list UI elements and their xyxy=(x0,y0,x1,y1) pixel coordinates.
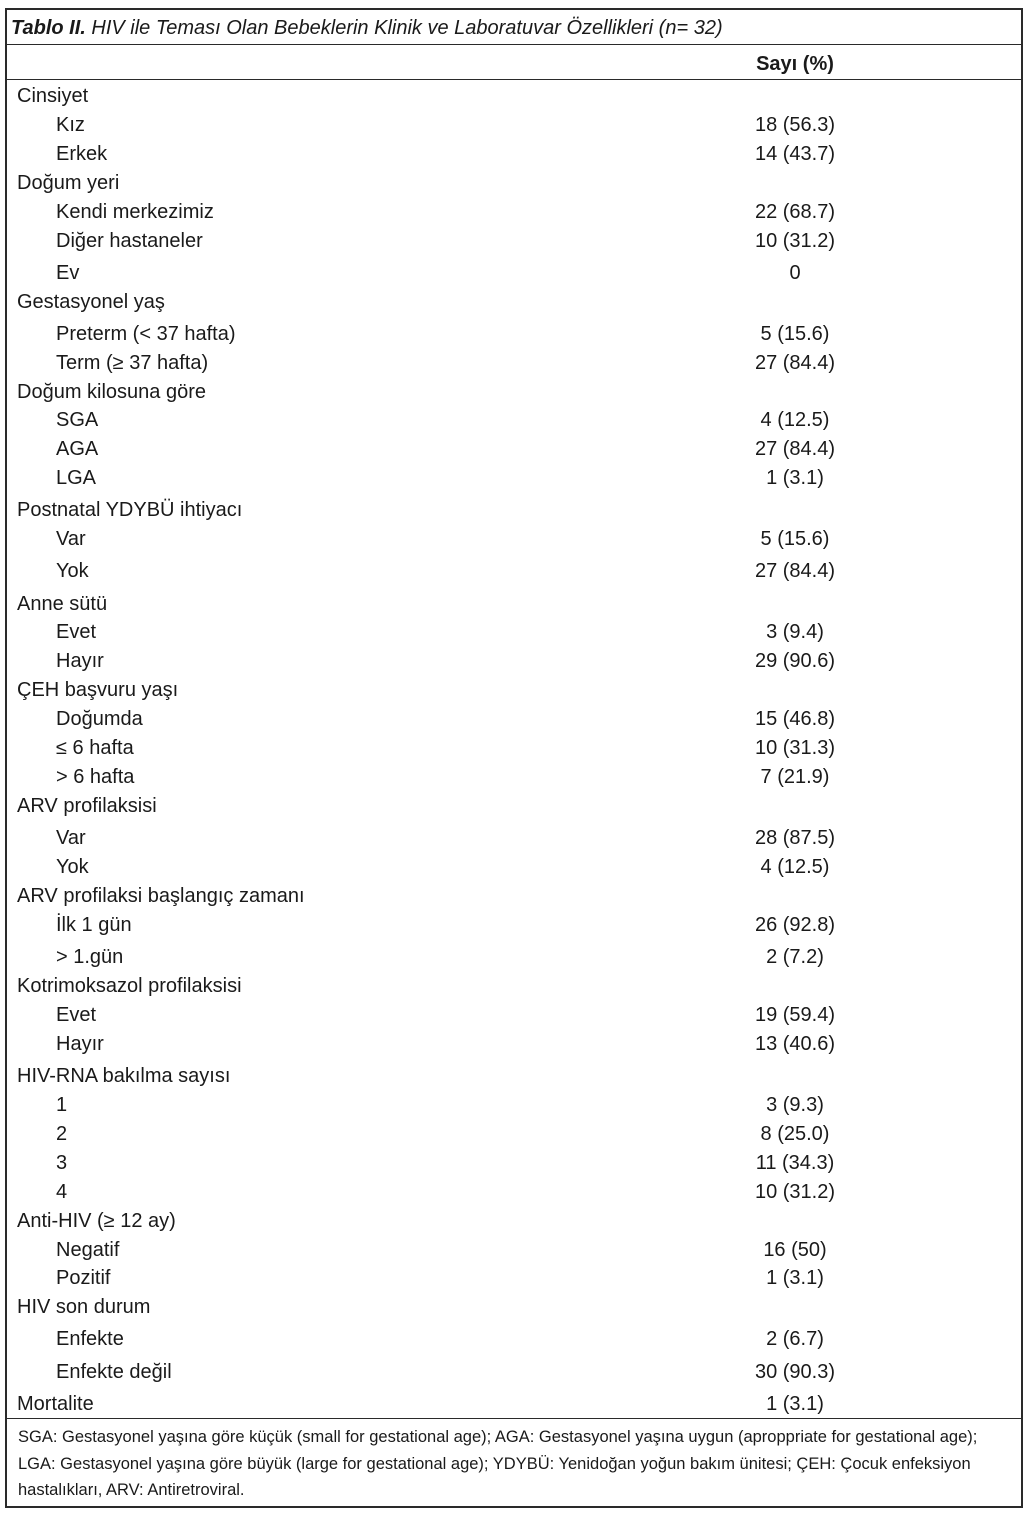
row-label: Kendi merkezimiz xyxy=(56,201,214,223)
row-value: 26 (92.8) xyxy=(754,914,836,936)
row-value: 5 (15.6) xyxy=(760,323,830,345)
row-label: Cinsiyet xyxy=(17,85,89,107)
row-value: 27 (84.4) xyxy=(754,438,836,460)
table-row-item xyxy=(0,618,1032,647)
row-value: 22 (68.7) xyxy=(754,201,836,223)
table-row-item xyxy=(0,1120,1032,1149)
row-label: HIV-RNA bakılma sayısı xyxy=(17,1065,231,1087)
table-row-category xyxy=(0,882,1032,911)
row-label: Hayır xyxy=(56,1033,104,1055)
table-row-item xyxy=(0,227,1032,256)
table-row-item xyxy=(0,557,1032,586)
table-row-item xyxy=(0,406,1032,435)
table-row-category xyxy=(0,972,1032,1001)
table-row-category xyxy=(0,288,1032,317)
table-row-category xyxy=(0,676,1032,705)
row-value: 18 (56.3) xyxy=(754,114,836,136)
row-label: Doğumda xyxy=(56,708,143,730)
row-label: Negatif xyxy=(56,1239,120,1261)
row-label: Diğer hastaneler xyxy=(56,230,203,252)
row-value: 19 (59.4) xyxy=(754,1004,836,1026)
row-label: 2 xyxy=(56,1123,68,1145)
row-value: 27 (84.4) xyxy=(754,352,836,374)
row-label: Evet xyxy=(56,1004,97,1026)
row-value: 29 (90.6) xyxy=(754,650,836,672)
table-row-item xyxy=(0,734,1032,763)
table-row-item xyxy=(0,349,1032,378)
table-row-category xyxy=(0,1293,1032,1322)
table-row-item xyxy=(0,111,1032,140)
table-row-item xyxy=(0,1264,1032,1293)
row-label: Yok xyxy=(56,856,89,878)
row-label: Term (≥ 37 hafta) xyxy=(56,352,209,374)
table-row-item xyxy=(0,320,1032,349)
row-label: Yok xyxy=(56,560,89,582)
row-value: 15 (46.8) xyxy=(754,708,836,730)
row-label: LGA xyxy=(56,467,97,489)
row-label: Kız xyxy=(56,114,85,136)
row-value: 10 (31.2) xyxy=(754,1181,836,1203)
row-value: 28 (87.5) xyxy=(754,827,836,849)
row-value: 11 (34.3) xyxy=(755,1152,835,1174)
row-value: 16 (50) xyxy=(763,1239,827,1261)
row-label: Var xyxy=(56,528,86,550)
table-row-item xyxy=(0,943,1032,972)
table-row-category xyxy=(0,590,1032,619)
table-row-item xyxy=(0,1358,1032,1387)
row-value: 1 (3.1) xyxy=(766,1267,824,1289)
row-value: 3 (9.3) xyxy=(766,1094,824,1116)
row-label: > 6 hafta xyxy=(56,766,135,788)
table-row-item xyxy=(0,140,1032,169)
row-label: AGA xyxy=(56,438,99,460)
table-row-category xyxy=(0,1390,1032,1419)
table-row-item xyxy=(0,1001,1032,1030)
row-value: 13 (40.6) xyxy=(754,1033,836,1055)
row-value: 27 (84.4) xyxy=(754,560,836,582)
table-row-item xyxy=(0,464,1032,493)
footer-divider xyxy=(7,1418,1021,1419)
table-row-category xyxy=(0,792,1032,821)
row-label: İlk 1 gün xyxy=(56,914,132,936)
row-label: 1 xyxy=(56,1094,68,1116)
row-label: Evet xyxy=(56,621,97,643)
table-row-category xyxy=(0,1207,1032,1236)
row-value: 2 (7.2) xyxy=(766,946,824,968)
row-value: 4 (12.5) xyxy=(760,856,830,878)
row-value: 1 (3.1) xyxy=(766,1393,824,1415)
row-label: Doğum yeri xyxy=(17,172,120,194)
row-label: ARV profilaksi başlangıç zamanı xyxy=(17,885,305,907)
table-row-category xyxy=(0,169,1032,198)
table-footnote: SGA: Gestasyonel yaşına göre küçük (small for gestational age); AGA: Gestasyonel yaşına uygun (aproppriate for gestational age); LGA: Gestasyonel yaşına göre büyük (large for gestational age); YDYBÜ: Yenidoğan yoğun bakım ünitesi; ÇEH: Çocuk enfeksiyon hastalıkları, ARV: Antiretroviral. xyxy=(18,1428,978,1499)
row-label: Gestasyonel yaş xyxy=(17,291,165,313)
row-value: 7 (21.9) xyxy=(760,766,830,788)
row-label: ARV profilaksisi xyxy=(17,795,157,817)
table-row-item xyxy=(0,1178,1032,1207)
table-row-item xyxy=(0,259,1032,288)
row-label: Postnatal YDYBÜ ihtiyacı xyxy=(17,499,243,521)
table-row-item xyxy=(0,1149,1032,1178)
header-divider xyxy=(7,79,1021,80)
row-value: 10 (31.2) xyxy=(754,230,836,252)
table-row-item xyxy=(0,525,1032,554)
row-label: Ev xyxy=(56,262,80,284)
row-label: Anne sütü xyxy=(17,593,108,615)
table-row-item xyxy=(0,435,1032,464)
row-value: 1 (3.1) xyxy=(766,467,824,489)
row-label: Enfekte değil xyxy=(56,1361,172,1383)
row-label: 3 xyxy=(56,1152,68,1174)
row-label: Hayır xyxy=(56,650,104,672)
row-label: Pozitif xyxy=(56,1267,111,1289)
table-caption-text: HIV ile Teması Olan Bebeklerin Klinik ve Laboratuvar Özellikleri (n= 32) xyxy=(91,17,723,39)
row-value: 14 (43.7) xyxy=(754,143,836,165)
table-row-item xyxy=(0,1325,1032,1354)
row-label: Mortalite xyxy=(17,1393,94,1415)
table-row-item xyxy=(0,705,1032,734)
row-label: ÇEH başvuru yaşı xyxy=(17,679,179,701)
row-label: HIV son durum xyxy=(17,1296,151,1318)
row-label: SGA xyxy=(56,409,99,431)
table-row-item xyxy=(0,198,1032,227)
row-value: 30 (90.3) xyxy=(754,1361,836,1383)
row-label: > 1.gün xyxy=(56,946,124,968)
row-value: 0 xyxy=(789,262,801,284)
table-row-item xyxy=(0,763,1032,792)
row-value: 5 (15.6) xyxy=(760,528,830,550)
caption-divider xyxy=(7,44,1021,45)
row-label: Var xyxy=(56,827,86,849)
row-value: 10 (31.3) xyxy=(754,737,836,759)
table-row-category xyxy=(0,496,1032,525)
table-row-item xyxy=(0,1030,1032,1059)
row-label: Preterm (< 37 hafta) xyxy=(56,323,236,345)
row-value: 4 (12.5) xyxy=(760,409,830,431)
row-label: Kotrimoksazol profilaksisi xyxy=(17,975,242,997)
table-caption-label: Tablo II. xyxy=(11,17,86,39)
table-row-item xyxy=(0,647,1032,676)
row-label: Doğum kilosuna göre xyxy=(17,381,206,403)
table-row-item xyxy=(0,911,1032,940)
row-label: Anti-HIV (≥ 12 ay) xyxy=(17,1210,176,1232)
table-row-category xyxy=(0,1062,1032,1091)
row-value: 2 (6.7) xyxy=(766,1328,824,1350)
row-label: Enfekte xyxy=(56,1328,124,1350)
table-row-item xyxy=(0,1091,1032,1120)
table-row-category xyxy=(0,82,1032,111)
row-value: 8 (25.0) xyxy=(760,1123,830,1145)
column-header-count: Sayı (%) xyxy=(756,53,834,75)
row-label: 4 xyxy=(56,1181,68,1203)
table-row-category xyxy=(0,378,1032,407)
table-row-item xyxy=(0,1236,1032,1265)
row-label: Erkek xyxy=(56,143,108,165)
row-label: ≤ 6 hafta xyxy=(56,737,134,759)
table-caption xyxy=(11,14,723,42)
row-value: 3 (9.4) xyxy=(766,621,824,643)
table-row-item xyxy=(0,853,1032,882)
table-row-item xyxy=(0,824,1032,853)
